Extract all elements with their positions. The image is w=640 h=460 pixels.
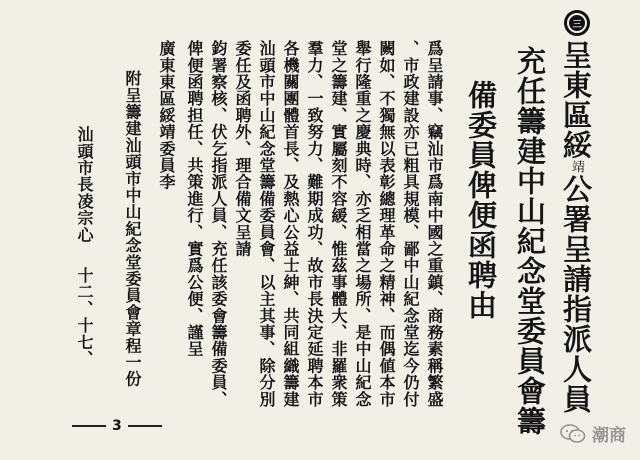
body-line-11: 俾便函聘担任、共策進行、實爲公便、謹呈 — [185, 40, 204, 358]
recipient-line: 廣東東區綏靖委員李 — [157, 40, 176, 191]
signature-line — [76, 126, 92, 367]
body-line-6: 羣力、一致努力、難期成功、故市長決定延聘本市 — [305, 40, 324, 408]
wechat-icon — [560, 424, 586, 444]
watermark-text: 潮商 — [592, 426, 626, 446]
body-line-3: 闕如、不獨無以表彰總理革命之精神、而偶値本市 — [377, 40, 396, 408]
title-line-1: 呈東區綏靖公署呈請指派人員 — [559, 40, 593, 414]
dash-divider — [128, 425, 162, 427]
numbered-bullet-icon — [564, 10, 590, 36]
body-line-2: 、市政建設亦已粗具規模、鄙中山紀念堂迄今仍付 — [401, 40, 420, 408]
body-line-8: 汕頭市中山紀念堂籌備委員會、以主其事、除分別 — [257, 40, 276, 408]
body-line-5: 堂之籌建、實屬刻不容緩、惟茲事體大、非羅衆策 — [329, 40, 348, 408]
watermark — [560, 421, 626, 446]
body-line-7: 各機關團體首長、及熱心公益士紳、共同組織籌建 — [281, 40, 300, 408]
dash-divider — [72, 425, 106, 427]
bullet-number: 三 — [567, 13, 587, 33]
date-text: 十二、十七、 — [75, 266, 94, 368]
body-line-10: 鈞署察核、伏乞指派人員、充任該委會籌備委員、 — [209, 40, 228, 408]
attachment-line: 附呈籌建汕頭市中山紀念堂委員會章程一份 — [123, 70, 142, 388]
body-line-9: 委任及函聘外、理合備文呈請 — [233, 40, 252, 258]
title-line-2: 充任籌建中山紀念堂委員會籌 — [513, 46, 547, 436]
body-line-4: 舉行隆重之慶典時、亦乏相當之場所、是中山紀念 — [353, 40, 372, 408]
body-line-1: 爲呈請事、竊汕市爲南中國之重鎮、商務素稱繁盛 — [425, 40, 444, 408]
signature-name: 汕頭市長凌宗心 — [75, 126, 94, 243]
page-number — [72, 418, 162, 434]
title-small-char: 靖 — [569, 160, 584, 174]
title-line-3: 備委員俾便函聘由 — [464, 80, 498, 320]
page-number-text: 3 — [112, 418, 122, 434]
